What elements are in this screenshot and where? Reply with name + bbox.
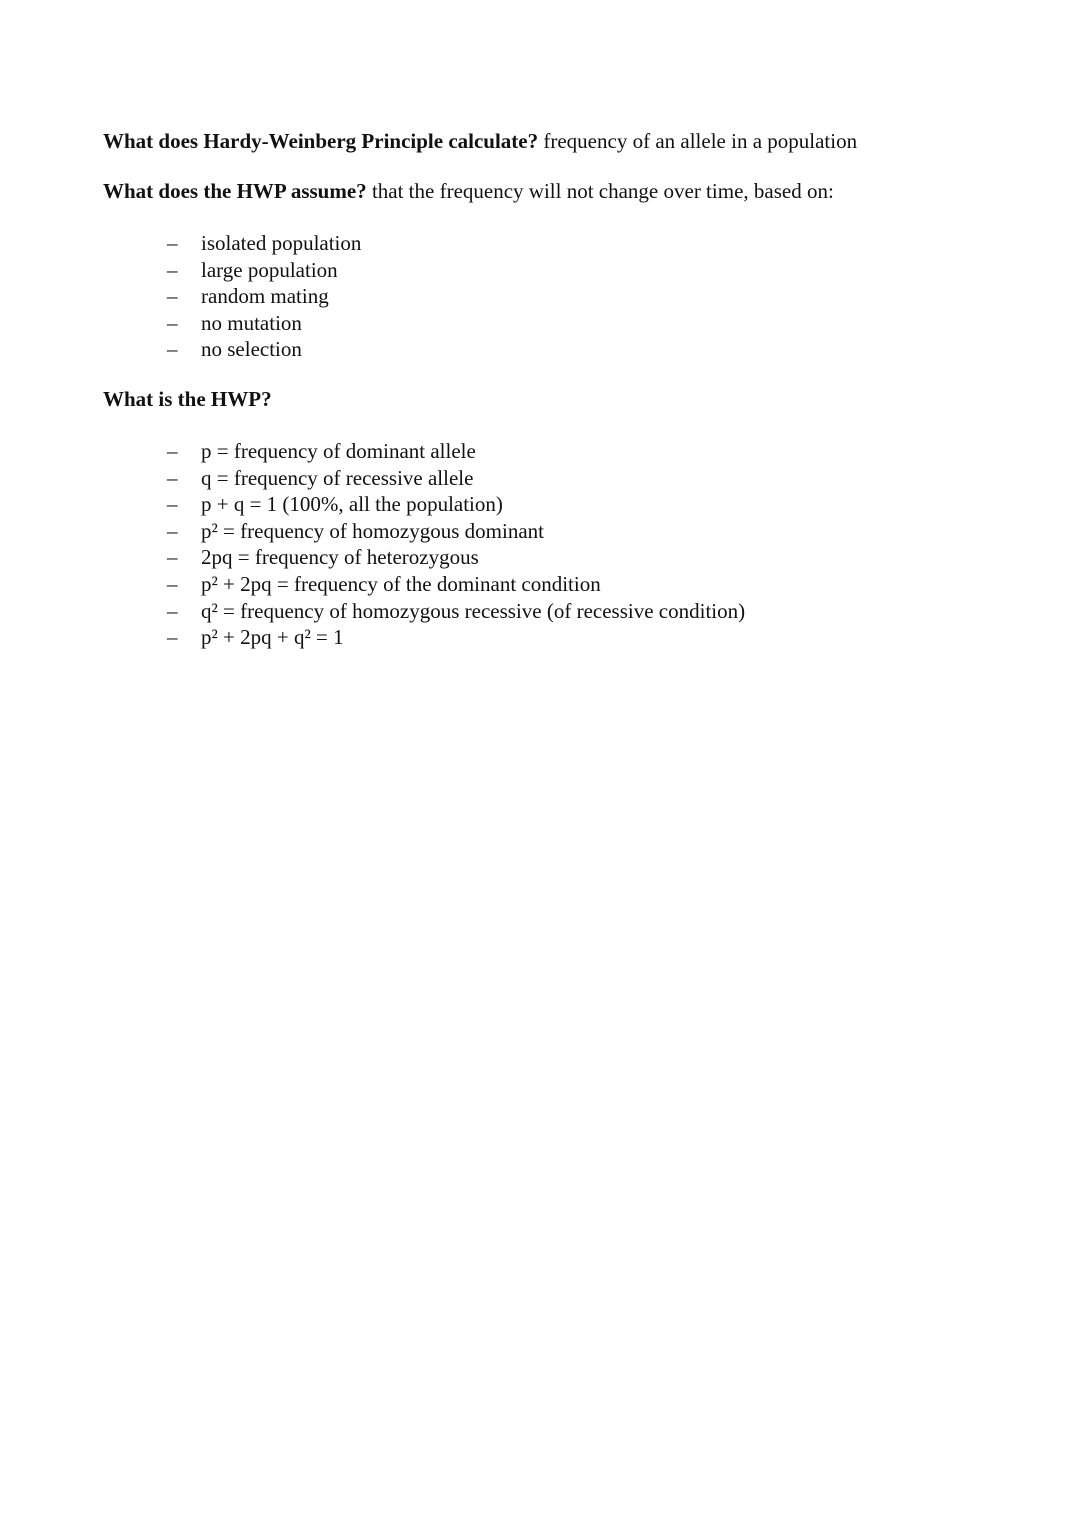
question-what-is-hwp	[103, 386, 272, 412]
definitions-list	[167, 438, 745, 651]
dash-bullet-icon: –	[167, 231, 178, 255]
question-hwp-assume	[103, 178, 834, 204]
dash-bullet-icon: –	[167, 257, 178, 282]
question-text: What is the HWP?	[103, 387, 272, 411]
list-item: – no selection	[167, 337, 302, 362]
list-item: – p + q = 1 (100%, all the population)	[167, 492, 503, 517]
dash-bullet-icon: –	[167, 598, 178, 623]
question-hwp-calculate	[103, 128, 857, 154]
dash-bullet-icon: –	[167, 439, 178, 463]
dash-bullet-icon: –	[167, 284, 178, 309]
dash-bullet-icon: –	[167, 518, 178, 543]
list-item: – q = frequency of recessive allele	[167, 465, 474, 490]
dash-bullet-icon: –	[167, 465, 178, 490]
list-item: – no mutation	[167, 310, 302, 335]
dash-bullet-icon: –	[167, 492, 178, 517]
dash-bullet-icon: –	[167, 545, 178, 570]
list-item: – p² = frequency of homozygous dominant	[167, 518, 544, 543]
dash-bullet-icon: –	[167, 310, 178, 335]
list-item: – random mating	[167, 284, 329, 309]
dash-bullet-icon: –	[167, 571, 178, 596]
list-item: – p = frequency of dominant allele	[167, 439, 476, 463]
dash-bullet-icon: –	[167, 625, 178, 650]
list-item: – q² = frequency of homozygous recessive (of recessive condition)	[167, 598, 746, 623]
answer-text: that the frequency will not change over time, based on:	[366, 179, 834, 203]
list-item: – 2pq = frequency of heterozygous	[167, 545, 479, 570]
assumptions-list	[167, 230, 361, 363]
list-item: – isolated population	[167, 231, 362, 255]
answer-text: frequency of an allele in a population	[538, 129, 858, 153]
list-item: – p² + 2pq = frequency of the dominant condition	[167, 571, 601, 596]
dash-bullet-icon: –	[167, 337, 178, 362]
question-text: What does the HWP assume?	[103, 179, 367, 203]
list-item: – p² + 2pq + q² = 1	[167, 625, 344, 650]
question-text: What does Hardy-Weinberg Principle calculate?	[103, 129, 539, 153]
list-item: – large population	[167, 257, 338, 282]
